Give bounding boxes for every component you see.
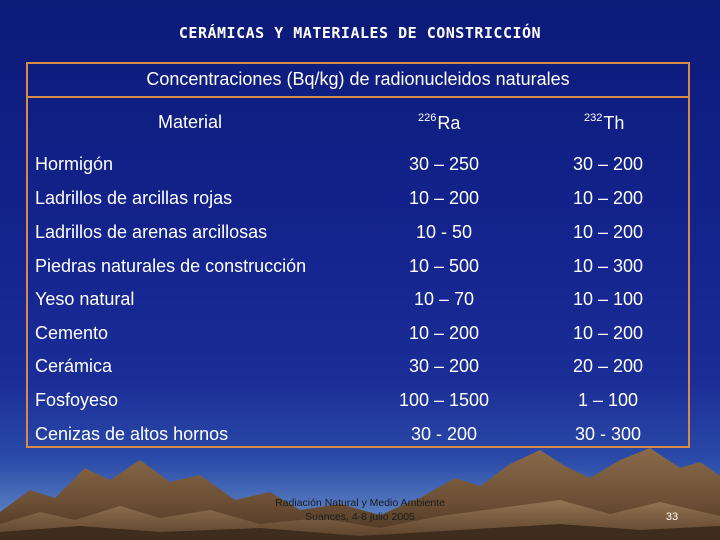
row-th-value: 20 – 200 — [572, 356, 644, 376]
table-row — [28, 215, 688, 249]
row-material: Cenizas de altos hornos — [35, 424, 229, 444]
row-th-value: 10 – 200 — [572, 323, 644, 343]
slide-footer — [210, 496, 510, 524]
row-ra-value: 10 – 500 — [408, 256, 480, 276]
row-material: Hormigón — [35, 154, 114, 174]
ra-symbol: Ra — [437, 113, 461, 133]
footer-location-date: Suances, 4-8 julio 2005 — [305, 511, 415, 523]
row-ra-value: 10 - 50 — [415, 222, 473, 242]
table-row — [28, 249, 688, 283]
table-row — [28, 349, 688, 383]
page-number: 33 — [665, 511, 679, 523]
col-header-ra — [418, 112, 460, 134]
row-material: Piedras naturales de construcción — [35, 256, 307, 276]
row-ra-value: 10 – 70 — [413, 289, 475, 309]
row-material: Ladrillos de arcillas rojas — [35, 188, 233, 208]
row-ra-value: 30 – 200 — [408, 356, 480, 376]
concentration-table — [26, 62, 690, 448]
row-th-value: 1 – 100 — [577, 390, 639, 410]
row-ra-value: 10 – 200 — [408, 323, 480, 343]
table-caption-row — [28, 64, 688, 98]
row-th-value: 30 – 200 — [572, 154, 644, 174]
table-row — [28, 147, 688, 181]
row-th-value: 10 – 100 — [572, 289, 644, 309]
col-header-material: Material — [158, 112, 223, 132]
row-material: Cerámica — [35, 356, 113, 376]
th-isotope-number: 232 — [584, 112, 603, 124]
row-ra-value: 30 - 200 — [410, 424, 478, 444]
row-ra-value: 10 – 200 — [408, 188, 480, 208]
row-th-value: 10 – 200 — [572, 188, 644, 208]
table-row — [28, 282, 688, 316]
row-material: Ladrillos de arenas arcillosas — [35, 222, 268, 242]
row-material: Cemento — [35, 323, 109, 343]
footer-course-name: Radiación Natural y Medio Ambiente — [275, 497, 445, 509]
row-th-value: 10 – 300 — [572, 256, 644, 276]
row-th-value: 10 – 200 — [572, 222, 644, 242]
row-th-value: 30 - 300 — [574, 424, 642, 444]
col-header-th — [584, 112, 624, 134]
table-row — [28, 316, 688, 350]
table-row — [28, 383, 688, 417]
th-symbol: Th — [603, 113, 625, 133]
table-row — [28, 181, 688, 215]
row-ra-value: 100 – 1500 — [398, 390, 490, 410]
row-material: Fosfoyeso — [35, 390, 119, 410]
row-material: Yeso natural — [35, 289, 135, 309]
table-caption: Concentraciones (Bq/kg) de radionucleidos naturales — [146, 69, 570, 89]
row-ra-value: 30 – 250 — [408, 154, 480, 174]
slide-title: CERÁMICAS Y MATERIALES DE CONSTRICCIÓN — [178, 24, 542, 42]
ra-isotope-number: 226 — [418, 112, 437, 124]
